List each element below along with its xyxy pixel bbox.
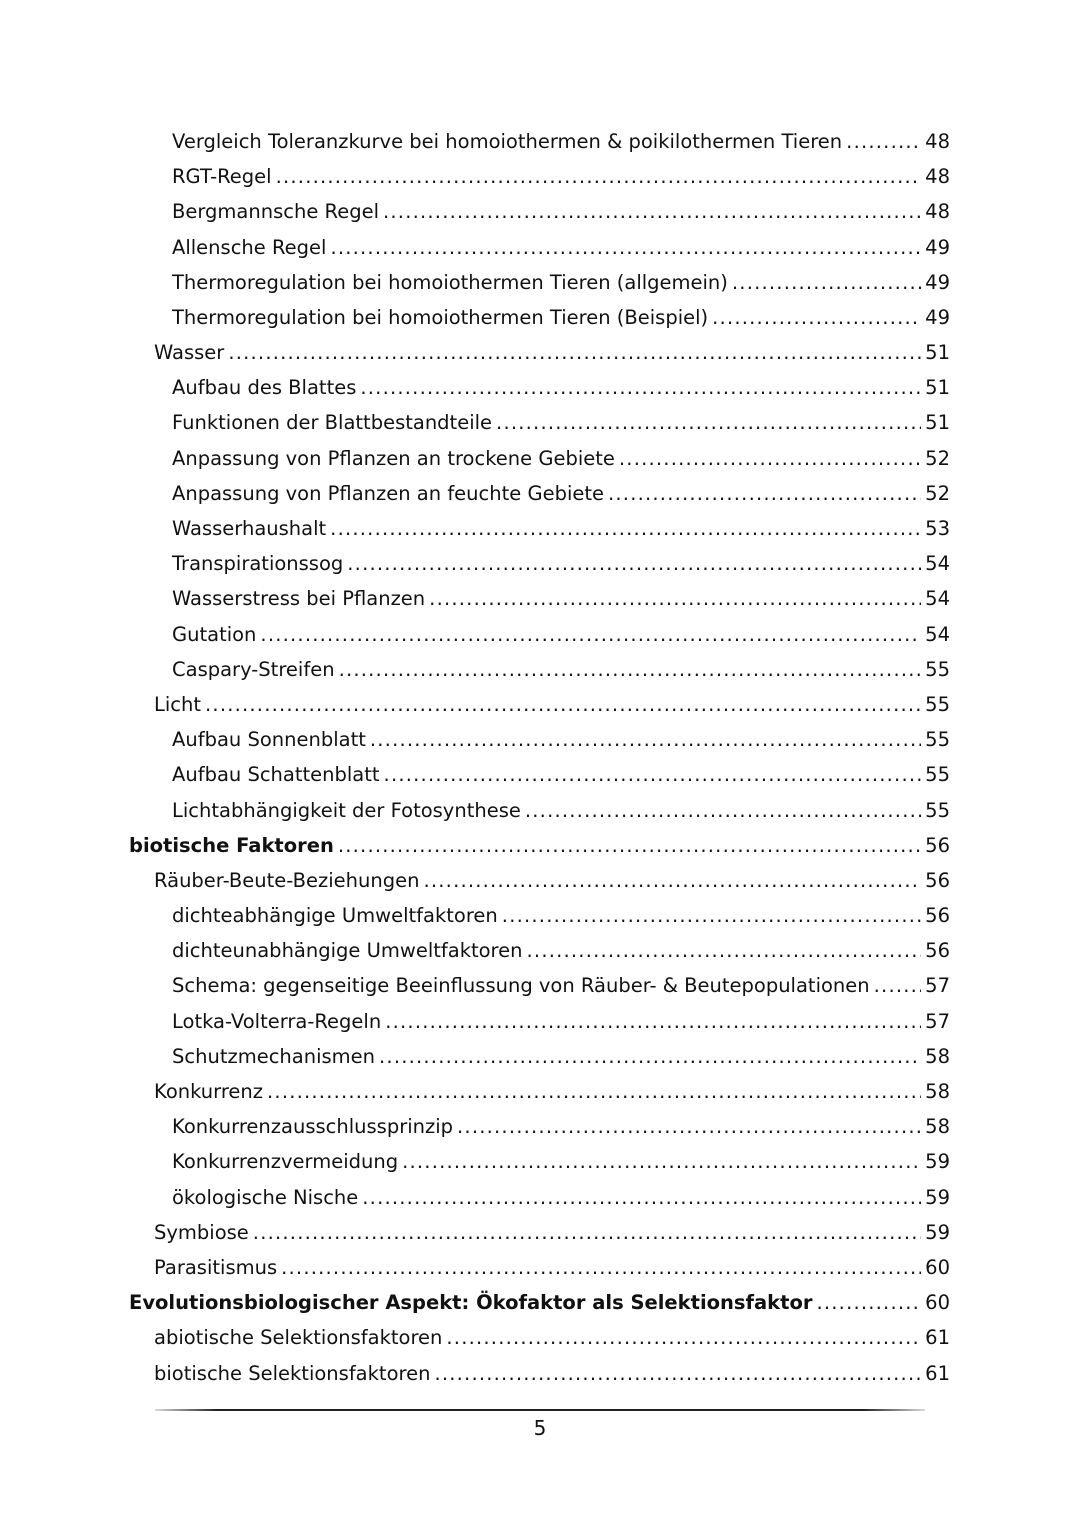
toc-dot-leader [383, 194, 921, 229]
toc-dot-leader [457, 1109, 921, 1144]
toc-entry[interactable] [0, 300, 1080, 335]
toc-entry-title: Evolutionsbiologischer Aspekt: Ökofaktor als Selektionsfaktor [129, 1291, 813, 1315]
toc-entry-title: Wasserhaushalt [172, 517, 327, 541]
toc-entry[interactable] [0, 370, 1080, 405]
toc-entry[interactable] [0, 1039, 1080, 1074]
toc-entry[interactable] [0, 124, 1080, 159]
toc-entry-page: 57 [925, 974, 950, 998]
toc-entry-title: biotische Selektionsfaktoren [154, 1361, 431, 1385]
toc-entry[interactable] [0, 1109, 1080, 1144]
toc-entry-title: dichteabhängige Umweltfaktoren [172, 904, 498, 928]
toc-entry-page: 48 [925, 165, 950, 189]
toc-entry[interactable] [0, 898, 1080, 933]
toc-dot-leader [608, 476, 921, 511]
toc-dot-leader [712, 300, 921, 335]
toc-dot-leader [385, 1004, 921, 1039]
toc-entry[interactable] [0, 406, 1080, 441]
toc-dot-leader [816, 1285, 921, 1320]
toc-entry-page: 55 [925, 692, 950, 716]
toc-entry-page: 48 [925, 200, 950, 224]
toc-entry-page: 60 [925, 1291, 950, 1315]
toc-entry-title: Schema: gegenseitige Beeinflussung von Räuber- & Beutepopulationen [172, 974, 870, 998]
toc-dot-leader [434, 1356, 921, 1391]
toc-entry-title: Anpassung von Pflanzen an trockene Gebiete [172, 446, 615, 470]
toc-entry-page: 56 [925, 904, 950, 928]
toc-entry[interactable] [0, 1074, 1080, 1109]
toc-entry-title: Anpassung von Pflanzen an feuchte Gebiete [172, 481, 604, 505]
toc-entry-page: 59 [925, 1185, 950, 1209]
toc-entry-title: Thermoregulation bei homoiothermen Tieren (allgemein) [172, 270, 728, 294]
toc-entry-page: 51 [925, 376, 950, 400]
toc-dot-leader [384, 757, 922, 792]
toc-entry-title: Licht [154, 692, 202, 716]
toc-entry-page: 55 [925, 728, 950, 752]
toc-entry-page: 58 [925, 1115, 950, 1139]
toc-entry[interactable] [0, 265, 1080, 300]
toc-dot-leader [527, 933, 922, 968]
toc-entry[interactable] [0, 722, 1080, 757]
toc-dot-leader [446, 1320, 921, 1355]
toc-entry-title: Räuber-Beute-Beziehungen [154, 868, 420, 892]
toc-entry-page: 59 [925, 1220, 950, 1244]
toc-entry[interactable] [0, 511, 1080, 546]
toc-entry[interactable] [0, 652, 1080, 687]
toc-dot-leader [338, 828, 921, 863]
toc-entry[interactable] [0, 1285, 1080, 1320]
toc-dot-leader [253, 1215, 921, 1250]
toc-entry-page: 57 [925, 1009, 950, 1033]
toc-entry-page: 58 [925, 1044, 950, 1068]
toc-entry-page: 55 [925, 657, 950, 681]
toc-entry-title: Caspary-Streifen [172, 657, 335, 681]
toc-dot-leader [496, 405, 921, 440]
toc-dot-leader [205, 687, 921, 722]
toc-entry-title: dichteunabhängige Umweltfaktoren [172, 939, 523, 963]
toc-entry-page: 54 [925, 552, 950, 576]
toc-entry-page: 61 [925, 1326, 950, 1350]
footer-divider [155, 1409, 925, 1411]
toc-dot-leader [330, 511, 921, 546]
toc-entry-page: 58 [925, 1080, 950, 1104]
toc-entry[interactable] [0, 159, 1080, 194]
toc-dot-leader [874, 968, 922, 1003]
toc-entry[interactable] [0, 230, 1080, 265]
toc-entry-page: 56 [925, 939, 950, 963]
toc-entry[interactable] [0, 687, 1080, 722]
toc-dot-leader [423, 863, 921, 898]
toc-entry-page: 55 [925, 763, 950, 787]
toc-entry[interactable] [0, 1180, 1080, 1215]
toc-dot-leader [732, 265, 921, 300]
toc-entry[interactable] [0, 335, 1080, 370]
toc-entry[interactable] [0, 1004, 1080, 1039]
toc-entry-title: Schutzmechanismen [172, 1044, 376, 1068]
toc-entry-page: 48 [925, 129, 950, 153]
toc-entry-title: Lotka-Volterra-Regeln [172, 1009, 382, 1033]
toc-entry[interactable] [0, 1144, 1080, 1179]
toc-entry-title: Lichtabhängigkeit der Fotosynthese [172, 798, 521, 822]
toc-dot-leader [260, 617, 921, 652]
toc-entry-title: Gutation [172, 622, 257, 646]
toc-entry[interactable] [0, 1320, 1080, 1355]
toc-entry-title: Allensche Regel [172, 235, 327, 259]
toc-entry[interactable] [0, 933, 1080, 968]
toc-entry-page: 49 [925, 235, 950, 259]
toc-entry-title: Wasserstress bei Pflanzen [172, 587, 426, 611]
toc-dot-leader [429, 581, 921, 616]
toc-entry[interactable] [0, 757, 1080, 792]
toc-dot-leader [276, 159, 922, 194]
toc-entry-title: Aufbau Sonnenblatt [172, 728, 366, 752]
toc-entry[interactable] [0, 546, 1080, 581]
toc-entry-title: Konkurrenzausschlussprinzip [172, 1115, 454, 1139]
toc-entry-page: 56 [925, 868, 950, 892]
toc-dot-leader [228, 335, 921, 370]
toc-dot-leader [267, 1074, 921, 1109]
toc-entry-page: 59 [925, 1150, 950, 1174]
toc-dot-leader [846, 124, 921, 159]
toc-entry-title: Konkurrenz [154, 1080, 264, 1104]
toc-entry-title: Konkurrenzvermeidung [172, 1150, 399, 1174]
toc-dot-leader [619, 441, 921, 476]
toc-entry[interactable] [0, 476, 1080, 511]
toc-entry-page: 54 [925, 587, 950, 611]
toc-dot-leader [330, 230, 921, 265]
table-of-contents [0, 124, 1080, 1391]
toc-dot-leader [525, 793, 921, 828]
toc-entry-title: ökologische Nische [172, 1185, 359, 1209]
toc-entry-page: 51 [925, 411, 950, 435]
toc-entry[interactable] [0, 581, 1080, 616]
toc-entry-title: Parasitismus [154, 1255, 278, 1279]
toc-entry-title: biotische Faktoren [129, 833, 334, 857]
toc-entry[interactable] [0, 1356, 1080, 1391]
toc-entry-title: abiotische Selektionsfaktoren [154, 1326, 443, 1350]
toc-dot-leader [360, 370, 921, 405]
toc-entry[interactable] [0, 1215, 1080, 1250]
toc-entry-page: 52 [925, 446, 950, 470]
toc-entry[interactable] [0, 828, 1080, 863]
toc-entry-title: RGT-Regel [172, 165, 272, 189]
toc-entry[interactable] [0, 793, 1080, 828]
toc-entry-page: 61 [925, 1361, 950, 1385]
toc-entry-page: 56 [925, 833, 950, 857]
toc-entry-title: Aufbau Schattenblatt [172, 763, 380, 787]
toc-entry-page: 60 [925, 1255, 950, 1279]
page-number: 5 [533, 1416, 547, 1440]
toc-entry[interactable] [0, 969, 1080, 1004]
toc-entry[interactable] [0, 863, 1080, 898]
toc-dot-leader [502, 898, 921, 933]
toc-entry-page: 49 [925, 270, 950, 294]
toc-entry[interactable] [0, 194, 1080, 229]
toc-entry-page: 55 [925, 798, 950, 822]
toc-entry-page: 53 [925, 517, 950, 541]
toc-dot-leader [379, 1039, 921, 1074]
toc-entry[interactable] [0, 1250, 1080, 1285]
toc-dot-leader [347, 546, 921, 581]
toc-entry[interactable] [0, 441, 1080, 476]
toc-entry-title: Wasser [154, 341, 225, 365]
toc-dot-leader [402, 1144, 921, 1179]
toc-entry-page: 51 [925, 341, 950, 365]
toc-entry-page: 54 [925, 622, 950, 646]
toc-entry-title: Thermoregulation bei homoiothermen Tieren (Beispiel) [172, 305, 709, 329]
toc-dot-leader [339, 652, 922, 687]
toc-entry-title: Funktionen der Blattbestandteile [172, 411, 493, 435]
toc-dot-leader [362, 1180, 921, 1215]
toc-entry-title: Vergleich Toleranzkurve bei homoiothermen & poikilothermen Tieren [172, 129, 843, 153]
toc-entry-title: Aufbau des Blattes [172, 376, 357, 400]
toc-entry[interactable] [0, 617, 1080, 652]
toc-entry-page: 49 [925, 305, 950, 329]
toc-entry-page: 52 [925, 481, 950, 505]
toc-dot-leader [281, 1250, 921, 1285]
toc-entry-title: Bergmannsche Regel [172, 200, 379, 224]
toc-dot-leader [370, 722, 921, 757]
toc-entry-title: Transpirationssog [172, 552, 344, 576]
toc-entry-title: Symbiose [154, 1220, 249, 1244]
